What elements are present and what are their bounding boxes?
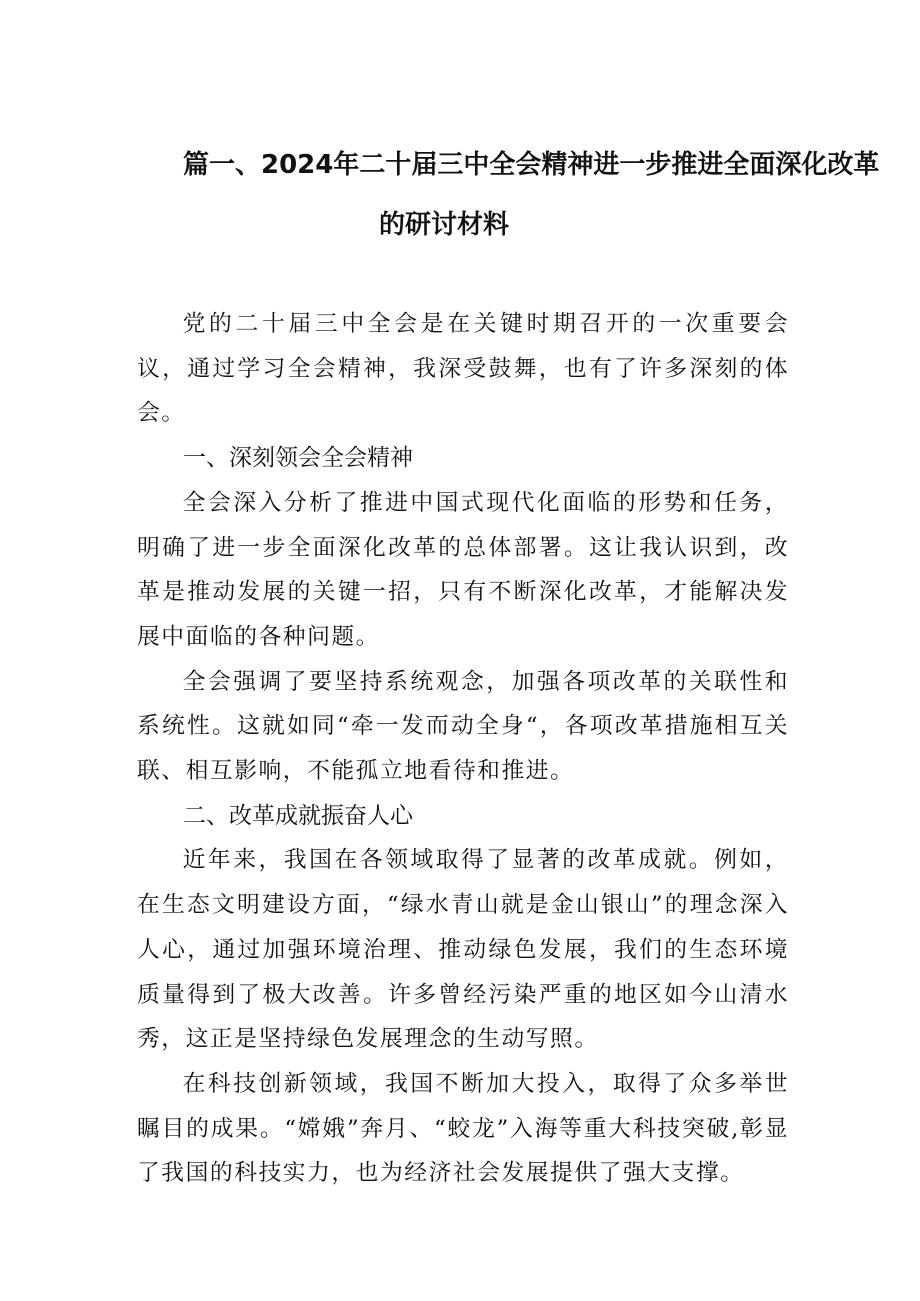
section-1-heading: 一、深刻领会全会精神: [183, 445, 413, 472]
document-title-line-1: 篇一、2024年二十届三中全会精神进一步推进全面深化改革: [183, 150, 880, 180]
document-title-line-2: 的研讨材料: [379, 210, 510, 240]
intro-paragraph: 党的二十届三中全会是在关键时期召开的一次重要会议，通过学习全会精神，我深受鼓舞，也有了许多深刻的体会。: [137, 311, 789, 427]
section-2-paragraph-1: 近年来，我国在各领域取得了显著的改革成就。例如，在生态文明建设方面，“绿水青山就是金山银山”的理念深入人心，通过加强环境治理、推动绿色发展，我们的生态环境质量得到了极大改善。许多曾经污染严重的地区如今山清水秀，这正是坚持绿色发展理念的生动写照。: [137, 847, 789, 1053]
section-1-paragraph-2: 全会强调了要坚持系统观念，加强各项改革的关联性和系统性。这就如同“牵一发而动全身“，各项改革措施相互关联、相互影响，不能孤立地看待和推进。: [137, 668, 789, 785]
document-body: [137, 302, 789, 1196]
section-2-heading: 二、改革成就振奋人心: [183, 802, 413, 829]
section-1-paragraph-1: 全会深入分析了推进中国式现代化面临的形势和任务，明确了进一步全面深化改革的总体部署。这让我认识到，改革是推动发展的关键一招，只有不断深化改革，才能解决发展中面临的各种问题。: [137, 489, 789, 650]
section-2-paragraph-2: 在科技创新领域，我国不断加大投入，取得了众多举世瞩目的成果。“嫦娥”奔月、“蛟龙”入海等重大科技突破,彰显了我国的科技实力，也为经济社会发展提供了强大支撑。: [137, 1070, 789, 1187]
